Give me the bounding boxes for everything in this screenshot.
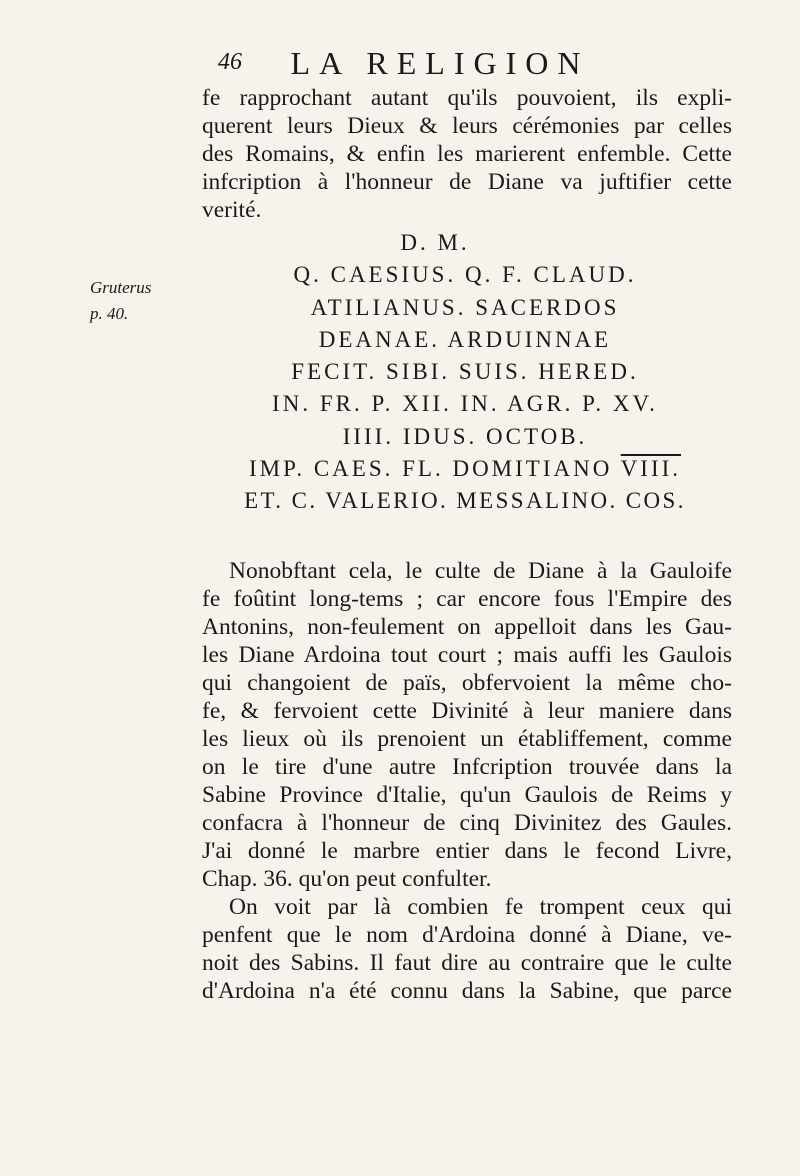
inscription-line: ATILIANUS. SACERDOS <box>310 294 620 320</box>
latin-inscription <box>200 227 730 518</box>
page-number: 46 <box>218 49 242 75</box>
margin-note-page-ref: p. 40. <box>90 304 129 323</box>
inscription-line: ET. C. VALERIO. MESSALINO. COS. <box>244 488 686 514</box>
text-line: Antonins, non-feulement on appelloit dans les Gau- <box>202 614 732 640</box>
text-line: qui changoient de païs, obfervoient la même cho- <box>202 670 732 696</box>
text-line: les Diane Ardoina tout court ; mais auffi les Gaulois <box>202 642 732 668</box>
text-line: d'Ardoina n'a été connu dans la Sabine, que parce <box>202 978 732 1004</box>
text-line: des Romains, & enfin les marierent enfemble. Cette <box>202 141 732 167</box>
text-line: on le tire d'une autre Infcription trouvée dans la <box>202 754 732 780</box>
text-line: fe foûtint long-tems ; car encore fous l'Empire des <box>202 586 732 612</box>
text-line: verité. <box>202 197 262 223</box>
text-line: infcription à l'honneur de Diane va juftifier cette <box>202 169 732 195</box>
text-line: J'ai donné le marbre entier dans le fecond Livre, <box>202 838 732 864</box>
inscription-line: IN. FR. P. XII. IN. AGR. P. XV. <box>272 391 658 417</box>
running-title: LA RELIGION <box>290 45 590 81</box>
text-line: Sabine Province d'Italie, qu'un Gaulois de Reims y <box>202 782 732 808</box>
inscription-line-8 <box>200 453 730 485</box>
inscription-numeral: VIII. <box>620 456 682 482</box>
text-line: penfent que le nom d'Ardoina donné à Diane, ve- <box>202 922 732 948</box>
margin-note <box>90 275 151 327</box>
inscription-line: Q. CAESIUS. Q. F. CLAUD. <box>293 262 637 288</box>
text-line: Chap. 36. qu'on peut confulter. <box>202 866 492 892</box>
text-line: Nonobftant cela, le culte de Diane à la Gauloife <box>229 558 732 584</box>
paragraph-3 <box>202 893 732 1005</box>
inscription-line: DEANAE. ARDUINNAE <box>318 326 612 352</box>
paragraph-2 <box>202 557 732 893</box>
text-line: fe rapprochant autant qu'ils pouvoient, ils expli- <box>202 85 732 111</box>
text-line: noit des Sabins. Il faut dire au contraire que le culte <box>202 950 732 976</box>
text-line: confacra à l'honneur de cinq Divinitez des Gaules. <box>202 810 732 836</box>
inscription-text: IMP. CAES. FL. DOMITIANO <box>248 456 613 482</box>
text-line: fe, & fervoient cette Divinité à leur maniere dans <box>202 698 732 724</box>
margin-note-author: Gruterus <box>90 278 152 297</box>
text-line: querent leurs Dieux & leurs cérémonies par celles <box>202 113 732 139</box>
inscription-line: FECIT. SIBI. SUIS. HERED. <box>291 359 639 385</box>
text-line: On voit par là combien fe trompent ceux qui <box>229 894 732 920</box>
text-line: les lieux où ils prenoient un établiffement, comme <box>202 726 732 752</box>
inscription-line: D. M. <box>400 230 470 255</box>
page-header <box>0 45 800 85</box>
paragraph-1 <box>202 84 732 224</box>
inscription-line: IIII. IDUS. OCTOB. <box>342 423 588 449</box>
